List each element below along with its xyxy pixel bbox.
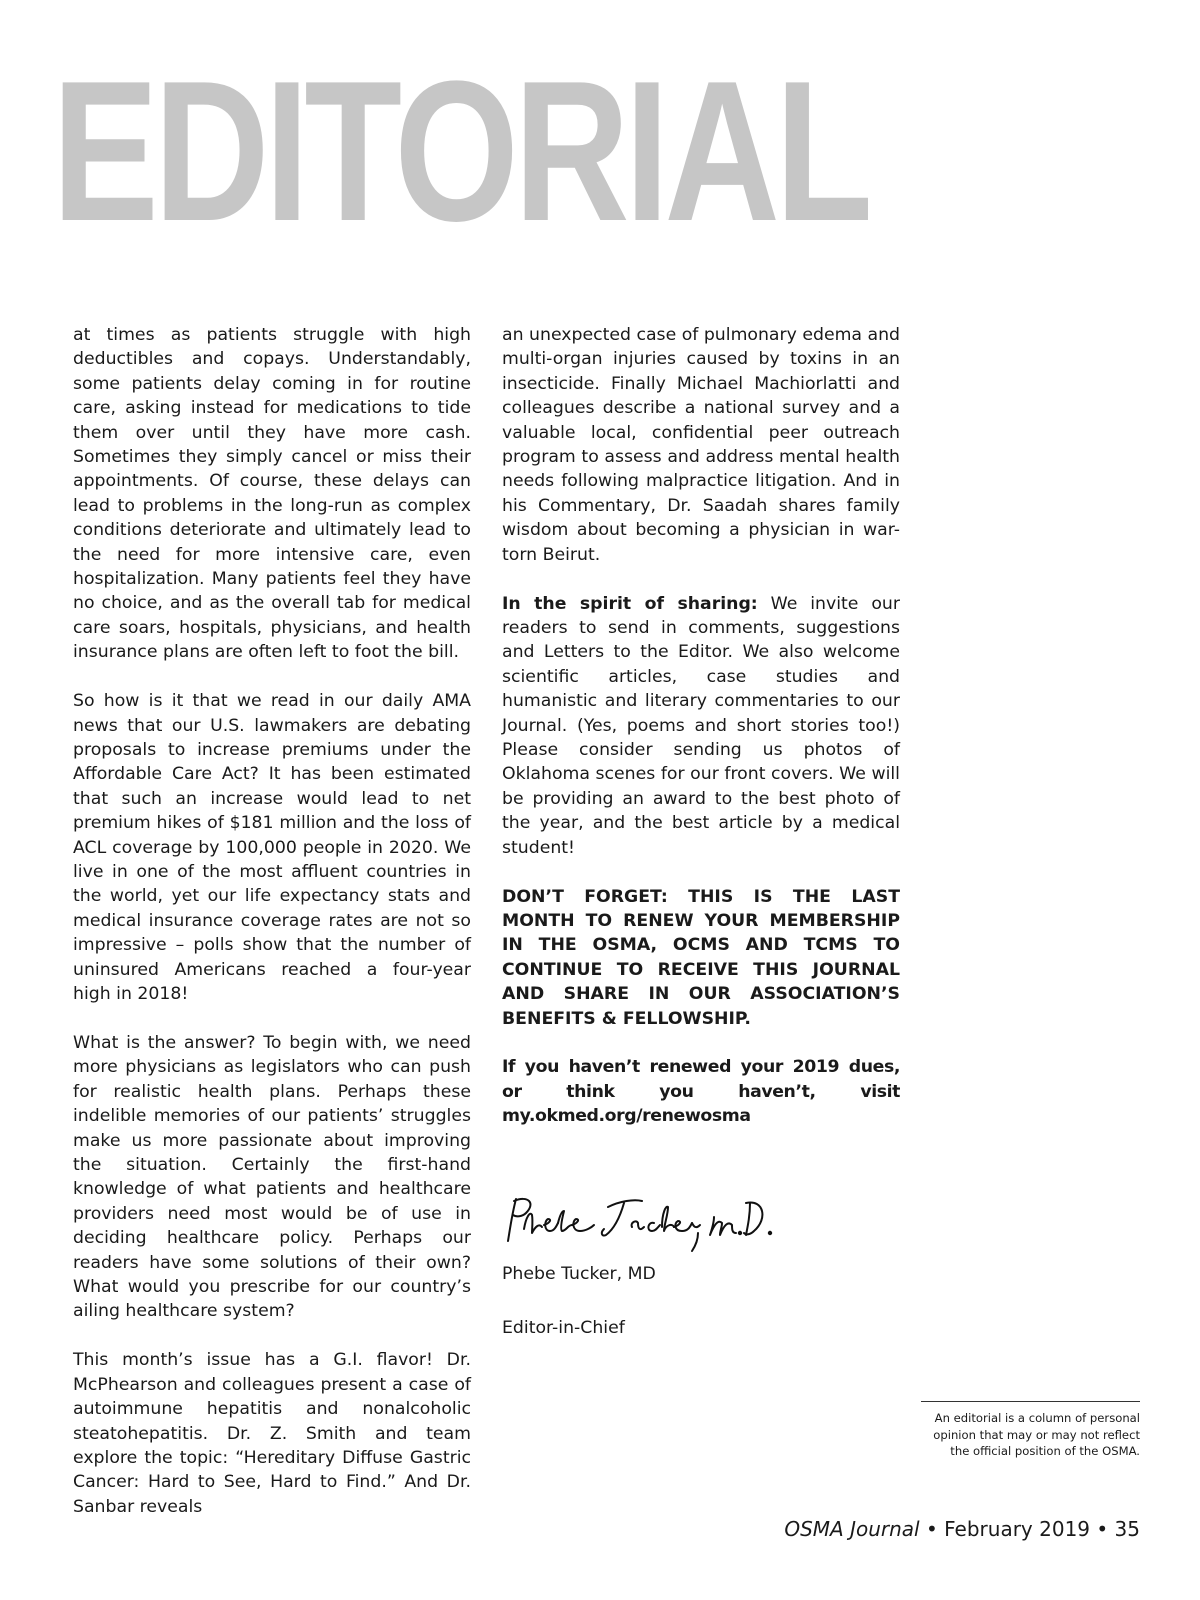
- paragraph-body: We invite our readers to send in comments, suggestions and Letters to the Editor. We also welcome scientific articles, case studies and humanistic and literary commentaries to our Journal. (Yes, poems and short stories too!) Please consider sending us photos of Oklahoma scenes for our front covers. We will be providing an award to the best photo of the year, and the best article by a medical student!: [502, 593, 900, 858]
- page-footer: [784, 1516, 1140, 1542]
- signer-title: Editor-in-Chief: [502, 1318, 625, 1339]
- paragraph: an unexpected case of pulmonary edema and multi-organ injuries caused by toxins in an insecticide. Finally Michael Machiorlatti and colleagues describe a national survey and a valuable local, confidential peer outreach program to assess and address mental health needs following malpractice litigation. And in his Commentary, Dr. Saadah shares family wisdom about becoming a physician in war-torn Beirut.: [502, 325, 901, 565]
- renewal-link-text: If you haven’t renewed your 2019 dues, or think you haven’t, visit my.okmed.org/renewosma: [502, 1057, 900, 1127]
- paragraph: This month’s issue has a G.I. flavor! Dr. McPhearson and colleagues present a case of autoimmune hepatitis and nonalcoholic steatohepatitis. Dr. Z. Smith and team explore the topic: “Hereditary Diffuse Gastric Cancer: Hard to See, Hard to Find.” And Dr. Sanbar reveals: [73, 1350, 471, 1517]
- issue-date: February 2019: [944, 1517, 1091, 1541]
- separator: •: [919, 1517, 945, 1541]
- paragraph: What is the answer? To begin with, we need more physicians as legislators who can push for realistic health plans. Perhaps these indelible memories of our patients’ struggles make us more passionate about improving the situation. Certainly the first-hand knowledge of what patients and healthcare providers need most would be of use in deciding healthcare policy. Perhaps our readers have some solutions of their own? What would you prescribe for our country’s ailing healthcare system?: [73, 1032, 471, 1322]
- separator: •: [1090, 1517, 1115, 1541]
- paragraph: [502, 592, 900, 860]
- signature: [502, 1189, 900, 1259]
- editorial-disclaimer: An editorial is a column of personal opinion that may or may not reflect the official position of the OSMA.: [921, 1401, 1140, 1460]
- renewal-reminder: DON’T FORGET: THIS IS THE LAST MONTH TO RENEW YOUR MEMBERSHIP IN THE OSMA, OCMS AND TCMS TO CONTINUE TO RECEIVE THIS JOURNAL AND SHARE IN OUR ASSOCIATION’S BENEFITS & FELLOWSHIP.: [502, 886, 900, 1029]
- signature-graphic: [502, 1189, 782, 1259]
- page-number: 35: [1114, 1517, 1140, 1541]
- left-column: [73, 323, 471, 1544]
- paragraph: at times as patients struggle with high deductibles and copays. Understandably, some patients delay coming in for routine care, asking instead for medications to tide them over until they have more cash. Sometimes they simply cancel or miss their appointments. Of course, these delays can lead to problems in the long-run as complex conditions deteriorate and ultimately lead to the need for more intensive care, even hospitalization. Many patients feel they have no choice, and as the overall tab for medical care soars, hospitals, physicians, and health insurance plans are often left to foot the bill.: [73, 325, 471, 663]
- journal-name: OSMA Journal: [784, 1517, 920, 1541]
- paragraph: So how is it that we read in our daily AMA news that our U.S. lawmakers are debating proposals to increase premiums under the Affordable Care Act? It has been estimated that such an increase would lead to net premium hikes of $181 million and the loss of ACL coverage by 100,000 people in 2020. We live in one of the most affluent countries in the world, yet our life expectancy stats and medical insurance coverage rates are not so impressive – polls show that the number of uninsured Americans reached a four-year high in 2018!: [73, 691, 471, 1005]
- signer-name: Phebe Tucker, MD: [502, 1263, 656, 1284]
- right-column: [502, 323, 900, 1368]
- lead-in: In the spirit of sharing:: [502, 593, 758, 614]
- masthead-title: EDITORIAL: [52, 40, 869, 263]
